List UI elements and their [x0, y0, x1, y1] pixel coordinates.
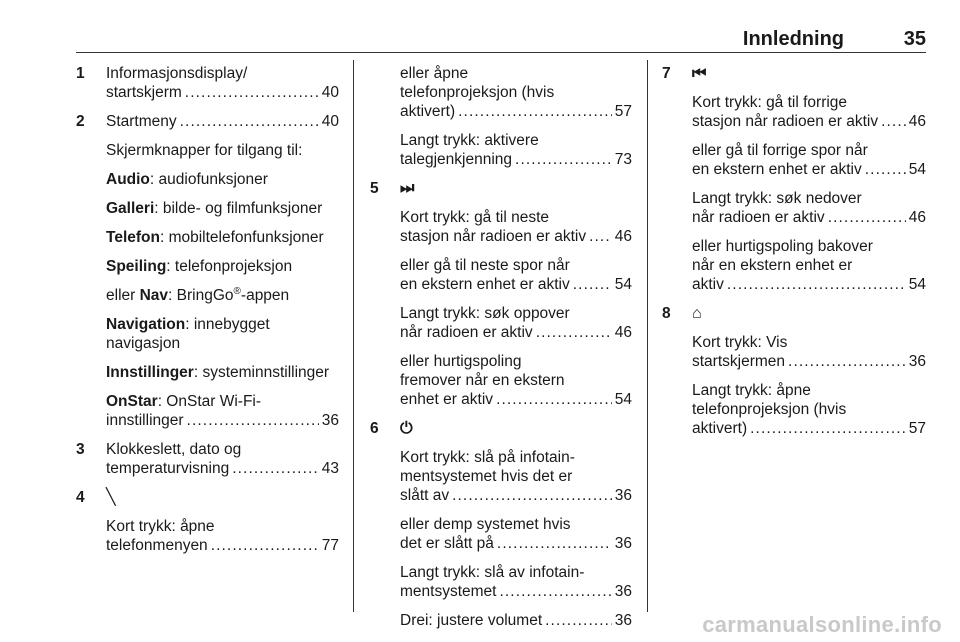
speiling-line: Speiling: telefonprojeksjon [106, 258, 293, 275]
entry-2 [76, 112, 339, 131]
page-ref[interactable]: 54 [614, 391, 632, 408]
entry-6: 6 ⏻ Kort trykk: slå på infotain- mentsystemet hvis det er slått av . . . 36 eller demp systemet hvis det er slått på . . . 36 Langt trykk: slå av infotain- mentsystemet . . . 36 Drei: justere volumet . . . 36 [370, 419, 632, 630]
page-ref[interactable]: 43 [321, 460, 339, 477]
entry-number: 7 [662, 65, 671, 82]
page-ref[interactable]: 40 [321, 113, 339, 130]
page-ref[interactable]: 54 [908, 161, 926, 178]
entry-number: 8 [662, 305, 671, 322]
page-ref[interactable]: 40 [321, 84, 339, 101]
page-ref[interactable]: 36 [321, 412, 339, 429]
phone-icon: ╲ [106, 489, 116, 506]
previous-track-icon: ⏮ [692, 65, 707, 82]
entry-number: 3 [76, 441, 85, 458]
page-ref[interactable]: 54 [614, 276, 632, 293]
page-ref[interactable]: 46 [614, 324, 632, 341]
toc-line: startskjerm . . . 40 [106, 83, 339, 102]
entry-3: 3 Klokkeslett, dato og temperaturvisning . . . 43 [76, 440, 339, 478]
entry-5: 5 ⏭ Kort trykk: gå til neste stasjon når radioen er aktiv . . . 46 eller gå til neste spor når en ekstern enhet er aktiv . . . 54 Langt trykk: søk oppover når radioen er aktiv . . . 46 eller hurtigspoling fremover når en ekstern enhet er aktiv . . . 54 [370, 179, 632, 409]
entry-number: 6 [370, 420, 379, 437]
page-ref[interactable]: 46 [908, 209, 926, 226]
galleri-line: Galleri: bilde- og filmfunksjoner [106, 200, 323, 217]
page-ref[interactable]: 54 [908, 276, 926, 293]
intro-text: Skjermknapper for tilgang til: [106, 142, 303, 159]
entry-number: 2 [76, 113, 85, 130]
page-ref[interactable]: 36 [614, 583, 632, 600]
column-divider-2 [647, 60, 648, 612]
page-title: Innledning [742, 28, 844, 50]
page-ref[interactable]: 46 [614, 228, 632, 245]
page-ref[interactable]: 36 [614, 487, 632, 504]
entry-8: 8 ⌂ Kort trykk: Vis startskjermen . . . 36 Langt trykk: åpne telefonprojeksjon (hvis aktivert) . . . 57 [662, 304, 926, 438]
page-ref[interactable]: 73 [614, 151, 632, 168]
page-header [76, 28, 926, 50]
innstillinger-line: Innstillinger: systeminnstillinger [106, 364, 330, 381]
entry-1 [76, 64, 339, 102]
column-1 [76, 64, 339, 555]
entry-2-details [76, 141, 339, 430]
nav-line: eller Nav: BringGo®-appen [106, 285, 290, 304]
onstar-line: OnStar: OnStar Wi-Fi- innstillinger . . . 36 [106, 392, 339, 430]
power-icon: ⏻ [400, 420, 413, 437]
entry-number: 4 [76, 489, 85, 506]
next-track-icon: ⏭ [400, 180, 415, 197]
entry-number: 5 [370, 180, 379, 197]
page-ref[interactable]: 57 [908, 420, 926, 437]
page-ref[interactable]: 36 [614, 612, 632, 629]
entry-number: 1 [76, 65, 85, 82]
page-ref[interactable]: 36 [614, 535, 632, 552]
entry-4-continued: eller åpne telefonprojeksjon (hvis aktivert) . . . 57 Langt trykk: aktivere talegjenkjenning . . . 73 [370, 64, 632, 169]
entry-4: 4 ╲ Kort trykk: åpne telefonmenyen . . . 77 [76, 488, 339, 555]
home-icon: ⌂ [692, 305, 702, 322]
column-2 [370, 64, 632, 630]
entry-text: Informasjonsdisplay/ [106, 65, 248, 82]
entry-7: 7 ⏮ Kort trykk: gå til forrige stasjon når radioen er aktiv . . . 46 eller gå til forrige spor når en ekstern enhet er aktiv . . . 54 Langt trykk: søk nedover når radioen er aktiv . . . 46 eller hurtigspoling bakover når en ekstern enhet er aktiv . . . 54 [662, 64, 926, 294]
page-ref[interactable]: 46 [908, 113, 926, 130]
audio-line: Audio: audiofunksjoner [106, 171, 268, 188]
header-rule [76, 52, 926, 53]
watermark: carmanualsonline.info [702, 612, 942, 637]
page-ref[interactable]: 36 [908, 353, 926, 370]
telefon-line: Telefon: mobiltelefonfunksjoner [106, 229, 324, 246]
toc-line: Startmeny . . . 40 [106, 112, 339, 131]
column-3 [662, 64, 926, 448]
page-number: 35 [903, 28, 926, 50]
navigation-line: Navigation: innebygget navigasjon [106, 316, 270, 352]
page-ref[interactable]: 77 [321, 537, 339, 554]
page-ref[interactable]: 57 [614, 103, 632, 120]
column-divider-1 [353, 60, 354, 612]
